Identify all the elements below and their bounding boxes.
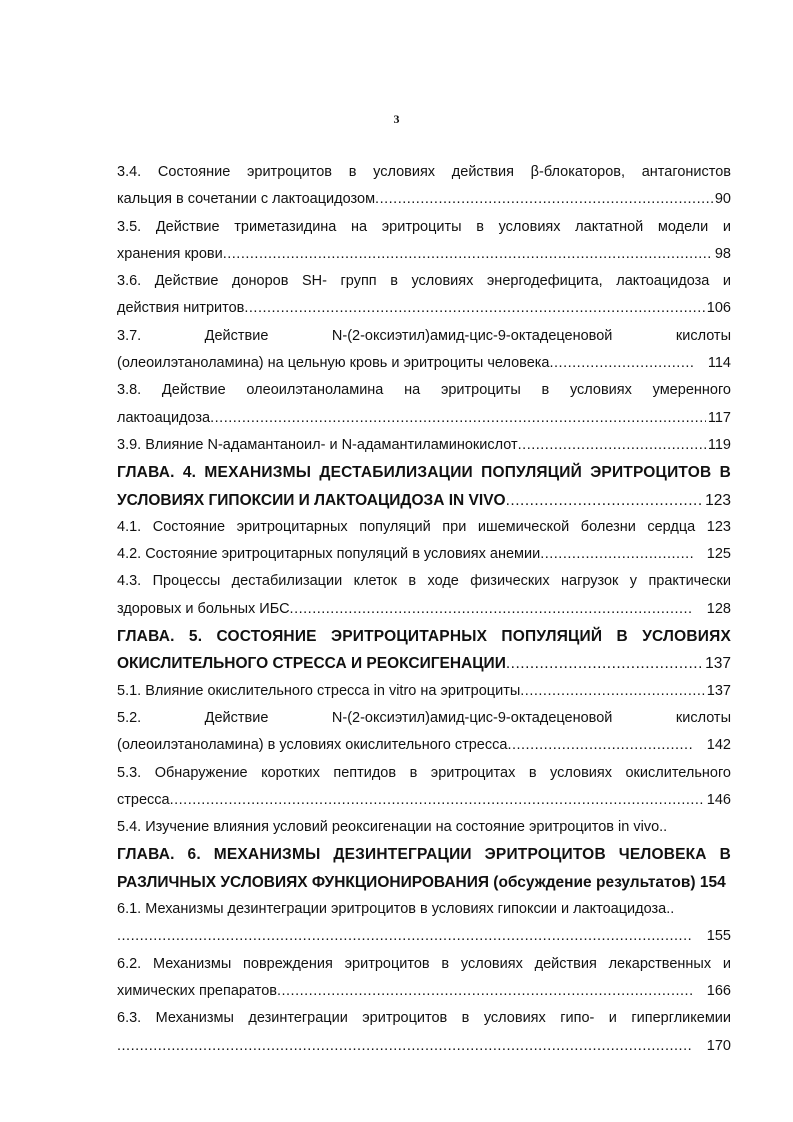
toc-3-9-title: 3.9. Влияние N-адамантаноил- и N-адамантиламинокислот	[117, 436, 518, 453]
toc-5-1-title: 5.1. Влияние окислительного стресса in vitro на эритроциты	[117, 682, 521, 699]
toc-4-3-line-2	[117, 596, 731, 623]
leader-dots	[540, 541, 693, 568]
toc-3-8-title-end: лактоацидоза	[117, 409, 211, 426]
toc-5-2-line-1: 5.2. Действие N-(2-оксиэтил)амид-цис-9-октадеценовой кислоты	[117, 709, 731, 726]
toc-3-6-page: 106	[706, 300, 731, 317]
toc-3-6-title-end: действия нитритов	[117, 300, 245, 317]
toc-3-4-line-2	[117, 186, 731, 213]
toc-5-2-page: 142	[706, 737, 731, 754]
toc-3-7-title-end: (олеоилэтаноламина) на цельную кровь и эритроциты человека	[117, 355, 550, 372]
toc-3-4-title-end: кальция в сочетании с лактоацидозом	[117, 191, 376, 208]
toc-3-8-page: 117	[707, 409, 731, 426]
table-of-contents	[117, 159, 731, 1060]
toc-chapter-6-line-2: РАЗЛИЧНЫХ УСЛОВИЯХ ФУНКЦИОНИРОВАНИЯ (обсуждение результатов) 154	[117, 873, 726, 891]
toc-4-2-line-1	[117, 541, 731, 568]
toc-chapter-5-page: 137	[705, 655, 731, 673]
toc-6-3-line-2	[117, 1033, 731, 1060]
toc-chapter-5-line-2	[117, 650, 731, 677]
leader-dots	[117, 1033, 693, 1060]
toc-5-2-title-end: (олеоилэтаноламина) в условиях окислительного стресса	[117, 737, 508, 754]
toc-5-3-page: 146	[706, 791, 731, 808]
toc-6-2-page: 166	[706, 982, 731, 999]
toc-3-4-line-1: 3.4. Состояние эритроцитов в условиях действия β-блокаторов, антагонистов	[117, 164, 731, 180]
leader-dots	[375, 186, 713, 213]
leader-dots	[290, 596, 693, 623]
toc-6-1-page: 155	[706, 928, 731, 945]
leader-dots	[244, 295, 704, 322]
leader-dots	[210, 405, 706, 432]
toc-5-3-line-1: 5.3. Обнаружение коротких пептидов в эритроцитах в условиях окислительного	[117, 764, 731, 781]
toc-3-8-line-1: 3.8. Действие олеоилэтаноламина на эритроциты в условиях умеренного	[117, 382, 731, 399]
toc-5-3-title-end: стресса	[117, 791, 170, 808]
toc-6-3-line-1: 6.3. Механизмы дезинтеграции эритроцитов в условиях гипо- и гипергликемии	[117, 1010, 731, 1027]
toc-4-2-page: 125	[706, 546, 731, 563]
leader-dots	[506, 650, 703, 677]
toc-5-1-page: 137	[706, 682, 731, 699]
toc-6-2-line-2	[117, 978, 731, 1005]
toc-3-7-line-1: 3.7. Действие N-(2-оксиэтил)амид-цис-9-октадеценовой кислоты	[117, 327, 731, 344]
toc-3-6-line-1: 3.6. Действие доноров SH- групп в условиях энергодефицита, лактоацидоза и	[117, 273, 731, 290]
leader-dots	[170, 787, 705, 814]
toc-4-3-page: 128	[706, 600, 731, 617]
toc-3-8-line-2	[117, 405, 731, 432]
toc-3-7-page: 114	[707, 355, 731, 372]
leader-dots	[277, 978, 693, 1005]
toc-chapter-5-title-end: ОКИСЛИТЕЛЬНОГО СТРЕССА И РЕОКСИГЕНАЦИИ	[117, 655, 506, 673]
toc-3-5-page: 98	[714, 245, 731, 262]
toc-4-2-title: 4.2. Состояние эритроцитарных популяций в условиях анемии	[117, 546, 541, 563]
toc-5-1-line-1	[117, 678, 731, 705]
toc-4-3-title-end: здоровых и больных ИБС	[117, 600, 290, 617]
toc-3-7-line-2	[117, 350, 731, 377]
toc-6-2-line-1: 6.2. Механизмы повреждения эритроцитов в условиях действия лекарственных и	[117, 955, 731, 972]
leader-dots	[550, 350, 694, 377]
toc-chapter-4-line-1: ГЛАВА. 4. МЕХАНИЗМЫ ДЕСТАБИЛИЗАЦИИ ПОПУЛЯЦИЙ ЭРИТРОЦИТОВ В	[117, 464, 731, 482]
toc-6-2-title-end: химических препаратов	[117, 982, 277, 999]
toc-3-9-page: 119	[707, 436, 731, 453]
leader-dots	[506, 487, 704, 514]
page-number: 3	[393, 112, 400, 126]
toc-5-2-line-2	[117, 732, 731, 759]
toc-chapter-6-line-1: ГЛАВА. 6. МЕХАНИЗМЫ ДЕЗИНТЕГРАЦИИ ЭРИТРОЦИТОВ ЧЕЛОВЕКА В	[117, 846, 731, 864]
leader-dots	[117, 923, 693, 950]
toc-chapter-4-line-2	[117, 487, 731, 514]
toc-3-5-line-1: 3.5. Действие триметазидина на эритроциты в условиях лактатной модели и	[117, 218, 731, 235]
leader-dots	[223, 241, 713, 268]
toc-6-1-line-1: 6.1. Механизмы дезинтеграции эритроцитов в условиях гипоксии и лактоацидоза..	[117, 901, 675, 918]
toc-chapter-4-title-end: УСЛОВИЯХ ГИПОКСИИ И ЛАКТОАЦИДОЗА IN VIVO	[117, 491, 506, 509]
leader-dots	[518, 432, 706, 459]
toc-4-1-line-1: 4.1. Состояние эритроцитарных популяций при ишемической болезни сердца 123	[117, 518, 731, 535]
toc-6-1-line-2	[117, 923, 731, 950]
leader-dots	[520, 678, 705, 705]
toc-3-9-line-1	[117, 432, 731, 459]
toc-chapter-4-page: 123	[705, 491, 731, 509]
toc-3-4-page: 90	[714, 191, 731, 208]
toc-6-3-page: 170	[706, 1037, 731, 1054]
toc-3-5-line-2	[117, 241, 731, 268]
toc-3-5-title-end: хранения крови	[117, 245, 223, 262]
toc-3-6-line-2	[117, 295, 731, 322]
toc-4-3-line-1: 4.3. Процессы дестабилизации клеток в ходе физических нагрузок у практически	[117, 573, 731, 590]
toc-5-3-line-2	[117, 787, 731, 814]
leader-dots	[507, 732, 692, 759]
toc-chapter-5-line-1: ГЛАВА. 5. СОСТОЯНИЕ ЭРИТРОЦИТАРНЫХ ПОПУЛЯЦИЙ В УСЛОВИЯХ	[117, 628, 731, 646]
toc-5-4-line-1: 5.4. Изучение влияния условий реоксигенации на состояние эритроцитов in vivo..	[117, 819, 668, 836]
